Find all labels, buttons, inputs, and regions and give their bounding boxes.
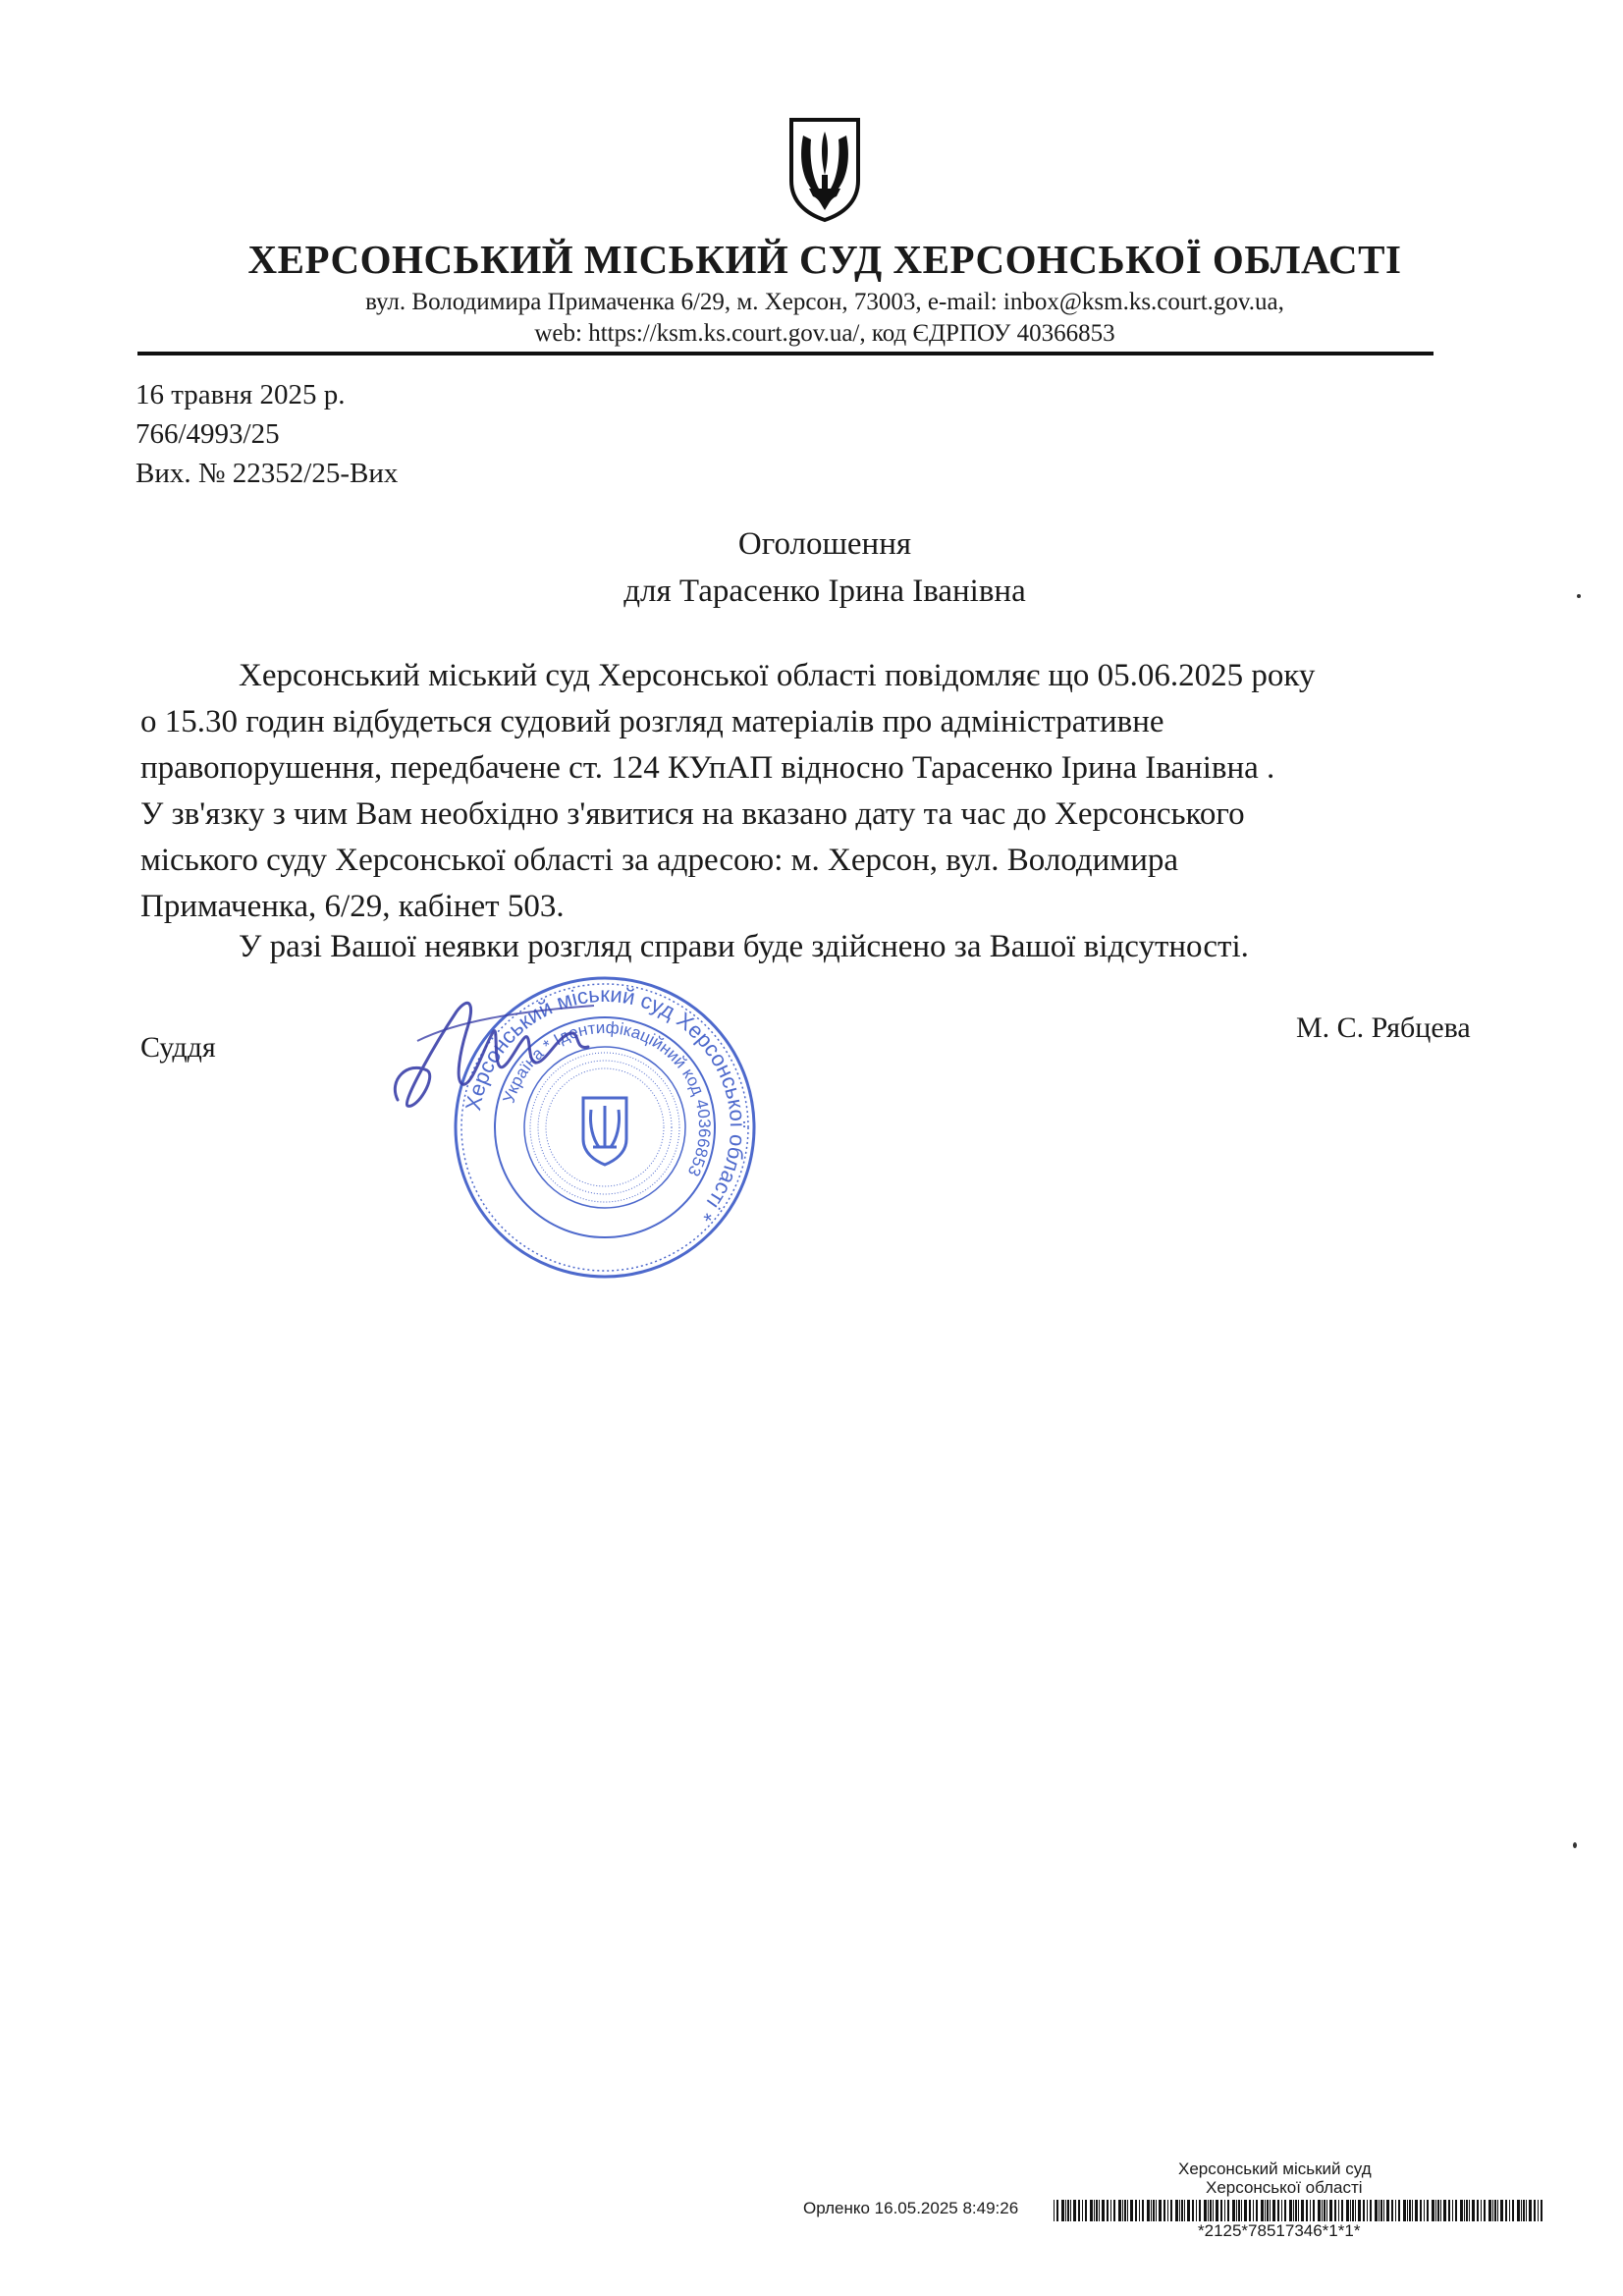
barcode-bar — [1085, 2200, 1087, 2221]
barcode-bar — [1481, 2200, 1482, 2221]
barcode-bar — [1122, 2200, 1123, 2221]
judge-signature — [378, 982, 614, 1129]
barcode-bar — [1090, 2200, 1093, 2221]
barcode-bar — [1415, 2200, 1418, 2221]
barcode-bar — [1310, 2200, 1311, 2221]
barcode-bar — [1488, 2200, 1491, 2221]
barcode-bar — [1184, 2200, 1185, 2221]
barcode-bar — [1249, 2200, 1251, 2221]
barcode-bar — [1127, 2200, 1128, 2221]
stamp-inner-text: Україна * Ідентифікаційний код 40366853 — [499, 1017, 715, 1179]
barcode-bar — [1460, 2200, 1463, 2221]
footer-court-region: Херсонської області — [1206, 2178, 1363, 2197]
scan-speck — [1577, 594, 1581, 598]
court-web-line: web: https://ksm.ks.court.gov.ua/, код ЄДРПОУ 40366853 — [534, 320, 1115, 347]
barcode-bar — [1466, 2200, 1468, 2221]
barcode-bar — [1541, 2200, 1542, 2221]
barcode-bar — [1261, 2200, 1264, 2221]
judge-name: М. С. Рябцева — [1296, 1011, 1471, 1044]
barcode-bar — [1492, 2200, 1493, 2221]
barcode-bar — [1151, 2200, 1152, 2221]
barcode-bar — [1440, 2200, 1441, 2221]
barcode-bar — [1409, 2200, 1411, 2221]
barcode-bar — [1181, 2200, 1183, 2221]
barcode-bar — [1306, 2200, 1308, 2221]
barcode-bar — [1135, 2200, 1137, 2221]
barcode-bar — [1256, 2200, 1258, 2221]
barcode-bar — [1477, 2200, 1479, 2221]
barcode-bar — [1208, 2200, 1209, 2221]
announcement-title: Оголошення — [737, 526, 912, 562]
barcode-bar — [1398, 2200, 1400, 2221]
barcode-bar — [1322, 2200, 1323, 2221]
barcode-bar — [1346, 2200, 1349, 2221]
barcode-bar — [1427, 2200, 1429, 2221]
barcode-bar — [1204, 2200, 1207, 2221]
barcode-bar — [1187, 2200, 1190, 2221]
barcode-bar — [1232, 2200, 1235, 2221]
barcode-bar — [1505, 2200, 1507, 2221]
barcode-bar — [1147, 2200, 1150, 2221]
barcode-bar — [1277, 2200, 1279, 2221]
barcode-bar — [1210, 2200, 1212, 2221]
barcode-bar — [1484, 2200, 1486, 2221]
stamp-outer-text: Херсонський міський суд Херсонської області * — [460, 981, 751, 1227]
barcode-bar — [1139, 2200, 1140, 2221]
body-line: У зв'язку з чим Вам необхідно з'явитися на вказано дату та час до Херсонського — [140, 796, 1245, 832]
barcode-bar — [1509, 2200, 1510, 2221]
barcode-bar — [1118, 2200, 1121, 2221]
barcode-bar — [1469, 2200, 1470, 2221]
barcode-bar — [1241, 2200, 1242, 2221]
barcode-bar — [1367, 2200, 1368, 2221]
barcode-bar — [1395, 2200, 1396, 2221]
barcode-bar — [1244, 2200, 1247, 2221]
barcode-bar — [1272, 2200, 1275, 2221]
barcode-bar — [1375, 2200, 1378, 2221]
barcode-bar — [1464, 2200, 1465, 2221]
barcode-bar — [1216, 2200, 1218, 2221]
barcode-bar — [1107, 2200, 1109, 2221]
barcode-bar — [1379, 2200, 1380, 2221]
body-line-closing: У разі Вашої неявки розгляд справи буде здійснено за Вашої відсутності. — [239, 929, 1249, 964]
barcode-bar — [1289, 2200, 1292, 2221]
barcode-bar — [1142, 2200, 1144, 2221]
barcode-bar — [1153, 2200, 1155, 2221]
barcode-bar — [1529, 2200, 1532, 2221]
barcode-bar — [1227, 2200, 1229, 2221]
judge-role-label: Суддя — [140, 1031, 216, 1064]
body-line: Херсонський міський суд Херсонської області повідомляє що 05.06.2025 року — [239, 658, 1316, 693]
barcode-bar — [1094, 2200, 1095, 2221]
court-title: ХЕРСОНСЬКИЙ МІСЬКИЙ СУД ХЕРСОНСЬКОЇ ОБЛАСТІ — [247, 237, 1402, 282]
barcode-bar — [1437, 2200, 1439, 2221]
barcode-bar — [1065, 2200, 1066, 2221]
barcode-bar — [1265, 2200, 1266, 2221]
barcode-bar — [1070, 2200, 1071, 2221]
barcode-bar — [1281, 2200, 1282, 2221]
barcode-bar — [1526, 2200, 1527, 2221]
barcode-bar — [1358, 2200, 1361, 2221]
case-number: 766/4993/25 — [135, 418, 280, 450]
barcode-bar — [1412, 2200, 1413, 2221]
barcode-bar — [1435, 2200, 1436, 2221]
barcode-bar — [1056, 2200, 1058, 2221]
barcode-bar — [1443, 2200, 1446, 2221]
barcode-bar — [1175, 2200, 1178, 2221]
barcode-bar — [1318, 2200, 1321, 2221]
court-address: вул. Володимира Примаченка 6/29, м. Херсон, 73003, e-mail: inbox@ksm.ks.court.gov.ua, — [365, 289, 1284, 315]
barcode-bar — [1420, 2200, 1422, 2221]
barcode-bar — [1130, 2200, 1133, 2221]
barcode-bar — [1341, 2200, 1343, 2221]
barcode-bar — [1521, 2200, 1522, 2221]
barcode-bar — [1236, 2200, 1237, 2221]
barcode-bar — [1301, 2200, 1304, 2221]
barcode-bar — [1213, 2200, 1214, 2221]
barcode-bar — [1424, 2200, 1425, 2221]
barcode-bar — [1238, 2200, 1240, 2221]
barcode-bar — [1432, 2200, 1434, 2221]
barcode-bar — [1355, 2200, 1356, 2221]
document-barcode — [1054, 2200, 1544, 2221]
barcode-bar — [1497, 2200, 1498, 2221]
barcode-bar — [1067, 2200, 1069, 2221]
body-line: о 15.30 годин відбудеться судовий розгляд матеріалів про адміністративне — [140, 704, 1164, 739]
body-line: правопорушення, передбачене ст. 124 КУпАП відносно Тарасенко Ірина Іванівна . — [140, 750, 1275, 786]
barcode-bar — [1102, 2200, 1105, 2221]
barcode-bar — [1253, 2200, 1254, 2221]
barcode-bar — [1500, 2200, 1503, 2221]
barcode-bar — [1452, 2200, 1453, 2221]
barcode-bar — [1517, 2200, 1520, 2221]
barcode-bar — [1078, 2200, 1080, 2221]
barcode-bar — [1455, 2200, 1457, 2221]
barcode-bar — [1326, 2200, 1327, 2221]
body-line: міського суду Херсонської області за адресою: м. Херсон, вул. Володимира — [140, 843, 1178, 878]
barcode-bar — [1156, 2200, 1157, 2221]
barcode-bar — [1270, 2200, 1271, 2221]
barcode-bar — [1512, 2200, 1514, 2221]
barcode-bar — [1313, 2200, 1315, 2221]
barcode-bar — [1196, 2200, 1197, 2221]
barcode-bar — [1082, 2200, 1083, 2221]
barcode-bar — [1096, 2200, 1098, 2221]
barcode-bar — [1538, 2200, 1539, 2221]
barcode-bar — [1159, 2200, 1162, 2221]
barcode-bar — [1167, 2200, 1168, 2221]
barcode-code: *2125*78517346*1*1* — [1198, 2221, 1361, 2240]
header-divider — [137, 352, 1434, 355]
barcode-bar — [1124, 2200, 1126, 2221]
barcode-bar — [1472, 2200, 1475, 2221]
document-date: 16 травня 2025 р. — [135, 379, 346, 410]
barcode-bar — [1267, 2200, 1269, 2221]
barcode-bar — [1329, 2200, 1332, 2221]
barcode-bar — [1110, 2200, 1111, 2221]
barcode-bar — [1179, 2200, 1180, 2221]
barcode-bar — [1352, 2200, 1354, 2221]
barcode-bar — [1363, 2200, 1365, 2221]
barcode-bar — [1170, 2200, 1172, 2221]
barcode-bar — [1403, 2200, 1406, 2221]
barcode-bar — [1391, 2200, 1393, 2221]
barcode-bar — [1099, 2200, 1100, 2221]
barcode-bar — [1113, 2200, 1115, 2221]
barcode-bar — [1494, 2200, 1496, 2221]
announcement-recipient: для Тарасенко Ірина Іванівна — [623, 574, 1026, 609]
barcode-bar — [1284, 2200, 1286, 2221]
trident-coat-of-arms-icon — [785, 116, 864, 224]
barcode-bar — [1163, 2200, 1165, 2221]
scan-speck — [1573, 1842, 1577, 1848]
barcode-bar — [1298, 2200, 1299, 2221]
body-line: Примаченка, 6/29, кабінет 503. — [140, 889, 565, 924]
footer-court-name: Херсонський міський суд — [1178, 2159, 1372, 2178]
barcode-bar — [1350, 2200, 1351, 2221]
barcode-bar — [1534, 2200, 1536, 2221]
barcode-bar — [1380, 2200, 1382, 2221]
barcode-bar — [1448, 2200, 1450, 2221]
barcode-bar — [1386, 2200, 1389, 2221]
barcode-bar — [1073, 2200, 1076, 2221]
barcode-bar — [1334, 2200, 1336, 2221]
barcode-bar — [1199, 2200, 1201, 2221]
barcode-bar — [1224, 2200, 1225, 2221]
barcode-bar — [1407, 2200, 1408, 2221]
outgoing-number: Вих. № 22352/25-Вих — [135, 458, 399, 489]
barcode-bar — [1338, 2200, 1339, 2221]
barcode-bar — [1295, 2200, 1297, 2221]
barcode-bar — [1061, 2200, 1064, 2221]
barcode-bar — [1324, 2200, 1325, 2221]
barcode-bar — [1220, 2200, 1222, 2221]
footer-operator-timestamp: Орленко 16.05.2025 8:49:26 — [803, 2199, 1019, 2217]
barcode-bar — [1293, 2200, 1294, 2221]
barcode-bar — [1370, 2200, 1372, 2221]
barcode-bar — [1192, 2200, 1194, 2221]
barcode-bar — [1383, 2200, 1384, 2221]
barcode-bar — [1054, 2200, 1055, 2221]
barcode-bar — [1523, 2200, 1525, 2221]
